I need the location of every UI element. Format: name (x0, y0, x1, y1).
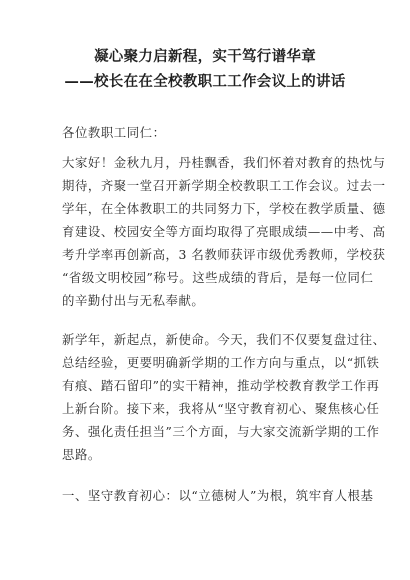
salutation: 各位教职工同仁： (62, 125, 166, 140)
paragraph-line: 上新台阶。接下来，我将从“坚守教育初心、聚焦核心任 (62, 401, 380, 416)
paragraph-line: 的辛勤付出与无私奉献。 (62, 293, 205, 308)
paragraph-line: 思路。 (62, 447, 101, 462)
paragraph-line: 期待，齐聚一堂召开新学期全校教职工工作会议。过去一 (62, 178, 386, 193)
paragraph-line: 育建设、校园安全等方面均取得了亮眼成绩——中考、高 (62, 224, 386, 239)
document-title: 凝心聚力启新程，实干笃行谱华章 (94, 49, 316, 65)
section-heading: 一、坚守教育初心：以“立德树人”为根，筑牢育人根基 (62, 488, 374, 503)
paragraph-line: 新学年，新起点，新使命。今天，我们不仅要复盘过往、 (62, 332, 386, 347)
paragraph-line: 考升学率再创新高，3 名教师获评市级优秀教师，学校获 (62, 247, 386, 262)
paragraph-line: 学年，在全体教职工的共同努力下，学校在教学质量、德 (62, 201, 386, 216)
document-subtitle: ——校长在在全校教职工工作会议上的讲话 (64, 74, 346, 90)
paragraph-line: “省级文明校园”称号。这些成绩的背后，是每一位同仁 (62, 270, 374, 285)
paragraph-line: 有痕、踏石留印”的实干精神，推动学校教育教学工作再 (62, 378, 380, 393)
paragraph-line: 务、强化责任担当”三个方面，与大家交流新学期的工作 (62, 424, 380, 439)
paragraph-line: 总结经验，更要明确新学期的工作方向与重点，以“抓铁 (62, 355, 380, 370)
paragraph-line: 大家好！金秋九月，丹桂飘香，我们怀着对教育的热忱与 (62, 155, 386, 170)
